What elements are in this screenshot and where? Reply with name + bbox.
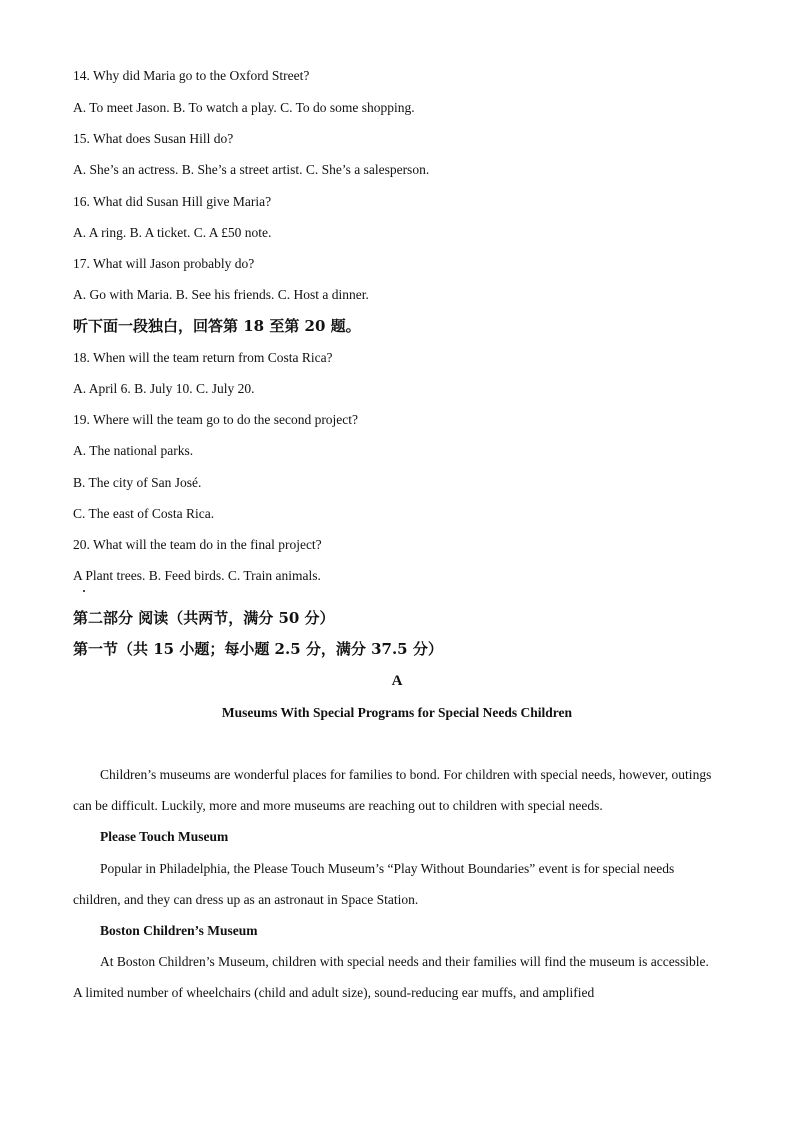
- answer-options: A. She’s an actress. B. She’s a street artist. C. She’s a salesperson.: [73, 162, 430, 177]
- question-text: 20. What will the team do in the final project?: [73, 537, 322, 552]
- paragraph-please-touch: Popular in Philadelphia, the Please Touch Museum’s “Play Without Boundaries” event is for special needs children, and they can dress up as an astronaut in Space Station.: [73, 861, 675, 907]
- question-text: 15. What does Susan Hill do?: [73, 131, 234, 146]
- question-text: 14. Why did Maria go to the Oxford Street?: [73, 68, 310, 83]
- passage-title: Museums With Special Programs for Special Needs Children: [221, 705, 573, 720]
- passage-intro: Children’s museums are wonderful places for families to bond. For children with special needs, however, outings can be difficult. Luckily, more and more museums are reaching out to children with special needs.: [73, 767, 712, 813]
- answer-options: A. To meet Jason. B. To watch a play. C. To do some shopping.: [73, 100, 415, 115]
- answer-options: A Plant trees. B. Feed birds. C. Train animals.: [73, 568, 321, 583]
- question-text: 17. What will Jason probably do?: [73, 256, 255, 271]
- section-one-heading: 第一节（共 15 小题；每小题 2.5 分，满分 37.5 分）: [73, 640, 443, 658]
- subheading-please-touch: Please Touch Museum: [100, 829, 229, 844]
- answer-option-a: A. The national parks.: [73, 443, 194, 458]
- stray-dot: [83, 590, 85, 592]
- answer-options: A. A ring. B. A ticket. C. A £50 note.: [73, 225, 272, 240]
- question-text: 16. What did Susan Hill give Maria?: [73, 194, 272, 209]
- answer-option-c: C. The east of Costa Rica.: [73, 506, 215, 521]
- section-listen-heading: 听下面一段独白，回答第 18 至第 20 题。: [73, 317, 361, 335]
- passage-letter: A: [391, 673, 403, 689]
- part-two-heading: 第二部分 阅读（共两节，满分 50 分）: [73, 609, 335, 627]
- paragraph-boston: At Boston Children’s Museum, children with special needs and their families will find the museum is accessible. A limited number of wheelchairs (child and adult size), sound-reducing ear muffs, and amplified: [73, 954, 709, 1000]
- answer-options: A. April 6. B. July 10. C. July 20.: [73, 381, 255, 396]
- question-text: 19. Where will the team go to do the second project?: [73, 412, 359, 427]
- answer-option-b: B. The city of San José.: [73, 475, 202, 490]
- answer-options: A. Go with Maria. B. See his friends. C. Host a dinner.: [73, 287, 369, 302]
- question-text: 18. When will the team return from Costa Rica?: [73, 350, 333, 365]
- subheading-boston: Boston Children’s Museum: [100, 923, 258, 938]
